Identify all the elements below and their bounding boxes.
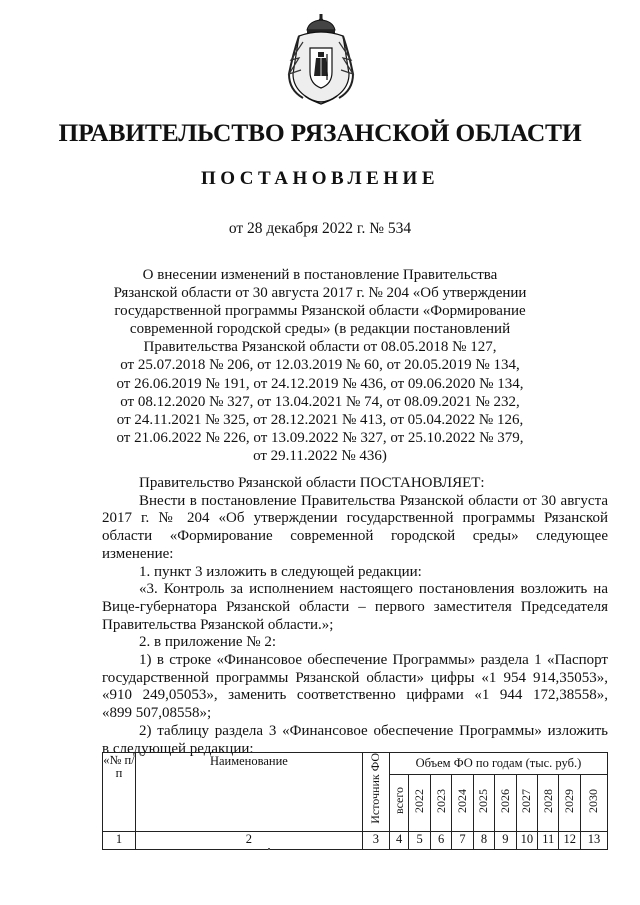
header-cell-year: [580, 774, 607, 831]
header-cell-year: [538, 774, 559, 831]
column-number-cell: 1: [103, 831, 136, 849]
header-cell-name: [135, 753, 362, 832]
intro-line: изменение:: [102, 545, 174, 562]
quote-line: Вице-губернатора Рязанской области – первого заместителя Председателя: [102, 598, 608, 615]
header-cell-year: [409, 774, 430, 831]
intro-line: Внести в постановление Правительства Рязанской области от 30 августа: [139, 492, 608, 509]
column-number-cell: 6: [430, 831, 451, 849]
header-cell-year: [452, 774, 473, 831]
coat-of-arms-emblem: [283, 14, 359, 110]
header-total-label: всего: [391, 787, 406, 815]
subitem-2-line: 2) таблицу раздела 3 «Финансовое обеспечение Программы» изложить: [139, 722, 608, 739]
year-label: 2029: [562, 788, 577, 813]
year-label: 2024: [455, 788, 470, 813]
header-name-label: Наименование: [209, 754, 288, 768]
year-label: 2025: [476, 788, 491, 813]
intro-line: области «Формирование современной городской среды» следующее: [102, 528, 608, 545]
financing-table: [102, 752, 608, 850]
title-line: Правительства Рязанской области от 08.05.2018 № 127,: [143, 339, 497, 356]
header-cell-year: [473, 774, 494, 831]
column-number-row: [103, 831, 608, 849]
title-line: от 25.07.2018 № 206, от 12.03.2019 № 60, от 20.05.2019 № 134,: [120, 357, 520, 374]
header-cell-source: [362, 753, 389, 832]
title-line: современной городской среды» (в редакции постановлений: [129, 321, 511, 338]
document-date-number: от 28 декабря 2022 г. № 534: [228, 220, 412, 237]
scan-mark: [268, 848, 270, 850]
column-number-cell: 7: [452, 831, 473, 849]
column-number-cell: 5: [409, 831, 430, 849]
title-line: от 29.11.2022 № 436): [253, 447, 387, 464]
title-line: от 26.06.2019 № 191, от 24.12.2019 № 436, от 09.06.2020 № 134,: [116, 375, 524, 392]
year-label: 2027: [519, 788, 534, 813]
title-line: О внесении изменений в постановление Правительства: [142, 267, 498, 283]
government-name: ПРАВИТЕЛЬСТВО РЯЗАНСКОЙ ОБЛАСТИ: [58, 118, 582, 147]
column-number-cell: 8: [473, 831, 494, 849]
year-label: 2023: [433, 788, 448, 813]
item-2: 2. в приложение № 2:: [139, 634, 277, 651]
column-number-cell: 11: [538, 831, 559, 849]
column-number-cell: 3: [362, 831, 389, 849]
header-cell-year: [516, 774, 537, 831]
header-volume-label: Объем ФО по годам (тыс. руб.): [415, 755, 582, 770]
column-number-cell: 2: [135, 831, 362, 849]
year-label: 2028: [540, 788, 555, 813]
year-label: 2022: [412, 788, 427, 813]
subitem-1-line: 1) в строке «Финансовое обеспечение Программы» раздела 1 «Паспорт: [139, 652, 608, 669]
subitem-1-line: «899 507,08558»;: [102, 705, 212, 722]
document-type: ПОСТАНОВЛЕНИЕ: [200, 168, 440, 189]
subitem-1-line: государственной программы Рязанской области» цифры «1 954 914,35053»,: [102, 669, 608, 686]
header-source-label: Источник ФО: [368, 753, 383, 824]
title-line: Рязанской области от 30 августа 2017 г. № 204 «Об утверждении: [113, 285, 527, 302]
document-body: [102, 475, 608, 758]
column-number-cell: 10: [516, 831, 537, 849]
header-cell-number: [103, 753, 136, 832]
title-line: государственной программы Рязанской области «Формирование: [114, 303, 526, 320]
header-cell-year: [559, 774, 580, 831]
quote-line: Правительства Рязанской области.»;: [102, 616, 334, 633]
subitem-2-line: в следующей редакции:: [102, 740, 254, 757]
intro-line: 2017 г. № 204 «Об утверждении государственной программы Рязанской: [102, 510, 608, 527]
resolves-line: Правительство Рязанской области ПОСТАНОВЛЯЕТ:: [139, 475, 485, 491]
column-number-cell: 13: [580, 831, 607, 849]
header-cell-volume: [389, 753, 607, 775]
year-label: 2030: [586, 788, 601, 813]
column-number-cell: 4: [389, 831, 409, 849]
title-line: от 08.12.2020 № 327, от 13.04.2021 № 74, от 08.09.2021 № 232,: [120, 393, 520, 410]
subitem-1-line: «910 249,05053», заменить соответственно цифрами «1 944 172,38558»,: [102, 687, 608, 704]
header-cell-year: [495, 774, 516, 831]
header-number-label: «№ п/п: [103, 753, 135, 780]
title-line: от 24.11.2021 № 325, от 28.12.2021 № 413, от 05.04.2022 № 126,: [116, 411, 524, 428]
title-line: от 21.06.2022 № 226, от 13.09.2022 № 327, от 25.10.2022 № 379,: [116, 429, 524, 446]
document-title: [100, 266, 540, 465]
year-label: 2026: [497, 788, 512, 813]
column-number-cell: 9: [495, 831, 516, 849]
item-1: 1. пункт 3 изложить в следующей редакции:: [139, 563, 422, 580]
header-cell-year: [430, 774, 451, 831]
column-number-cell: 12: [559, 831, 580, 849]
quote-line: «3. Контроль за исполнением настоящего постановления возложить на: [139, 581, 608, 598]
header-cell-total: [389, 774, 409, 831]
